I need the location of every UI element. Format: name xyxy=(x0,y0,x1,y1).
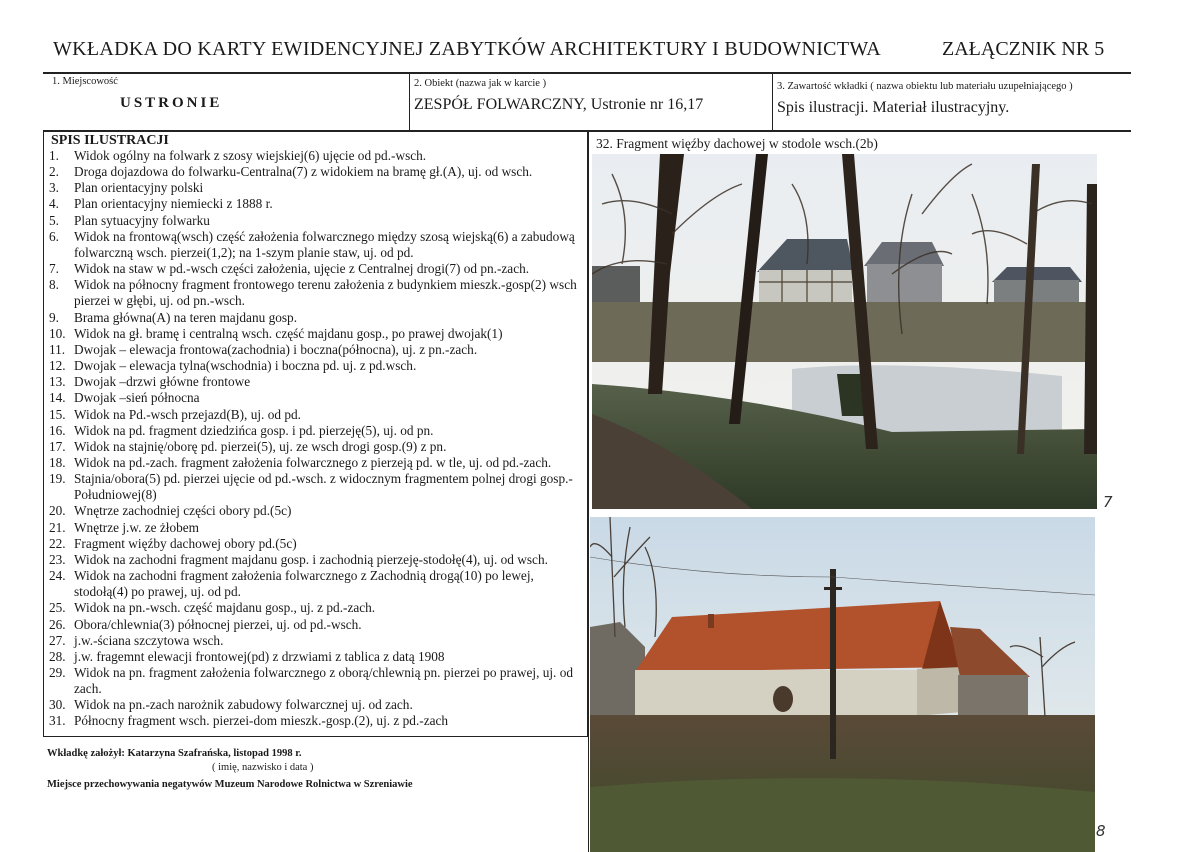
illustration-item xyxy=(49,358,589,374)
illustration-item xyxy=(49,374,589,390)
illustration-item-text: Droga dojazdowa do folwarku-Centralna(7) z widokiem na bramę gł.(A), uj. od wsch. xyxy=(74,164,533,180)
illustration-item xyxy=(49,213,589,229)
illustration-item-number: 11. xyxy=(49,341,66,357)
object-label: 2. Obiekt (nazwa jak w karcie ) xyxy=(414,78,547,89)
illustration-list-heading: SPIS ILUSTRACJI xyxy=(51,133,169,148)
object-value: ZESPÓŁ FOLWARCZNY, Ustronie nr 16,17 xyxy=(414,96,704,113)
photo-barn-red-roof xyxy=(590,517,1095,852)
illustration-item-number: 19. xyxy=(49,471,66,487)
illustration-item-text: Widok na pn.-wsch. część majdanu gosp., uj. z pd.-zach. xyxy=(74,600,376,616)
illustration-item-text: Widok na stajnię/oborę pd. pierzei(5), uj. ze wsch drogi gosp.(9) z pn. xyxy=(74,438,447,454)
illustration-item xyxy=(49,697,589,713)
illustration-item xyxy=(49,310,589,326)
illustration-item xyxy=(49,536,589,552)
illustration-item-number: 12. xyxy=(49,358,66,374)
illustration-item xyxy=(49,568,589,600)
illustration-item-number: 20. xyxy=(49,503,66,519)
illustration-item-text: Widok na gł. bramę i centralną wsch. część majdanu gosp., po prawej dwojak(1) xyxy=(74,325,503,341)
illustration-item-number: 18. xyxy=(49,454,66,470)
illustration-item-number: 13. xyxy=(49,374,66,390)
illustration-item-text: Plan orientacyjny polski xyxy=(74,180,204,196)
header-table-top-rule xyxy=(43,72,1131,74)
illustration-item xyxy=(49,471,589,503)
right-column-border xyxy=(588,131,589,852)
illustration-list xyxy=(49,148,589,730)
illustration-item-text: Dwojak – elewacja tylna(wschodnia) i boczna pd. uj. z pd.wsch. xyxy=(74,358,417,374)
photo-caption: 32. Fragment więźby dachowej w stodole wsch.(2b) xyxy=(596,136,878,151)
illustration-item-number: 26. xyxy=(49,616,66,632)
author-note: ( imię, nazwisko i data ) xyxy=(212,762,314,773)
illustration-item-text: Widok na pn.-zach narożnik zabudowy folwarcznej uj. od zach. xyxy=(74,697,413,713)
annex-number: ZAŁĄCZNIK NR 5 xyxy=(942,38,1105,60)
illustration-item xyxy=(49,407,589,423)
illustration-item-number: 6. xyxy=(49,228,59,244)
illustration-item-number: 15. xyxy=(49,406,66,422)
illustration-item-text: Widok na pd.-zach. fragment założenia folwarcznego z pierzeją pd. w tle, uj. od pd.-zach. xyxy=(74,454,552,470)
illustration-item-text: Widok ogólny na folwark z szosy wiejskiej(6) ujęcie od pd.-wsch. xyxy=(74,148,427,163)
illustration-item-text: Obora/chlewnia(3) północnej pierzei, uj. od pd.-wsch. xyxy=(74,616,362,632)
page-title: WKŁADKA DO KARTY EWIDENCYJNEJ ZABYTKÓW ARCHITEKTURY I BUDOWNICTWA xyxy=(53,38,882,60)
illustration-item-text: Widok na północny fragment frontowego terenu założenia z budynkiem mieszk.-gosp(2) wsch pierzei w głębi, uj. od pn.-wsch. xyxy=(74,277,577,309)
illustration-item xyxy=(49,439,589,455)
illustration-item xyxy=(49,326,589,342)
illustration-item-number: 9. xyxy=(49,309,59,325)
illustration-item-text: Dwojak –drzwi główne frontowe xyxy=(74,374,251,390)
illustration-item-text: Widok na zachodni fragment majdanu gosp. i zachodnią pierzeję-stodołę(4), uj. od wsch. xyxy=(74,551,548,567)
illustration-item xyxy=(49,423,589,439)
illustration-item xyxy=(49,342,589,358)
illustration-item xyxy=(49,455,589,471)
illustration-item-number: 21. xyxy=(49,519,66,535)
illustration-item-number: 8. xyxy=(49,277,59,293)
illustration-item xyxy=(49,665,589,697)
illustration-item xyxy=(49,261,589,277)
illustration-item-text: Dwojak –sień północna xyxy=(74,390,200,406)
illustration-item-text: j.w.-ściana szczytowa wsch. xyxy=(74,632,224,648)
illustration-item-number: 31. xyxy=(49,713,66,729)
illustration-item-number: 23. xyxy=(49,551,66,567)
illustration-item xyxy=(49,148,589,164)
illustration-item-number: 30. xyxy=(49,697,66,713)
illustration-item xyxy=(49,617,589,633)
illustration-item xyxy=(49,390,589,406)
illustration-item-number: 27. xyxy=(49,632,66,648)
illustration-item xyxy=(49,552,589,568)
handwritten-mark-7: 7 xyxy=(1103,493,1113,511)
illustration-item-number: 4. xyxy=(49,196,59,212)
illustration-item-text: Widok na zachodni fragment założenia folwarcznego z Zachodnią drogą(10) po lewej, stodołą(4) po prawej, uj. od pd. xyxy=(74,568,534,600)
illustration-item-text: Dwojak – elewacja frontowa(zachodnia) i boczna(północna), uj. z pn.-zach. xyxy=(74,341,478,357)
illustration-item xyxy=(49,649,589,665)
illustration-item xyxy=(49,520,589,536)
illustration-item xyxy=(49,180,589,196)
illustration-item-text: Brama główna(A) na teren majdanu gosp. xyxy=(74,309,298,325)
illustration-item-text: Widok na Pd.-wsch przejazd(B), uj. od pd. xyxy=(74,406,301,422)
contents-label: 3. Zawartość wkładki ( nazwa obiektu lub materiału uzupełniającego ) xyxy=(777,81,1073,92)
header-table-divider-1 xyxy=(409,73,410,131)
illustration-item xyxy=(49,277,589,309)
illustration-item-text: j.w. fragemnt elewacji frontowej(pd) z drzwiami z tablica z datą 1908 xyxy=(74,648,445,664)
illustration-item-number: 5. xyxy=(49,212,59,228)
illustration-item-text: Widok na staw w pd.-wsch części założenia, ujęcie z Centralnej drogi(7) od pn.-zach. xyxy=(74,261,530,277)
locality-label: 1. Miejscowość xyxy=(52,76,118,87)
illustration-item-number: 1. xyxy=(49,148,59,163)
illustration-item-text: Stajnia/obora(5) pd. pierzei ujęcie od pd.-wsch. z widocznym fragmentem polnej drogi gosp.-Południowej(8) xyxy=(74,471,573,503)
illustration-item-text: Widok na frontową(wsch) część założenia folwarcznego między szosą wiejską(6) a zabudową folwarczną wsch. pierzei(1,2); na 1-szym planie staw, uj. od pd. xyxy=(74,228,575,260)
illustration-item-text: Widok na pn. fragment założenia folwarcznego z oborą/chlewnią pn. pierzei po prawej, uj. od zach. xyxy=(74,665,574,697)
illustration-item xyxy=(49,164,589,180)
handwritten-mark-8: 8 xyxy=(1096,822,1106,840)
illustration-item-number: 24. xyxy=(49,568,66,584)
illustration-item-number: 16. xyxy=(49,422,66,438)
illustration-item xyxy=(49,229,589,261)
illustration-item xyxy=(49,633,589,649)
illustration-item-text: Fragment więźby dachowej obory pd.(5c) xyxy=(74,535,297,551)
illustration-item xyxy=(49,196,589,212)
illustration-item-number: 22. xyxy=(49,535,66,551)
photo-pond-with-trees xyxy=(592,154,1097,509)
illustration-item-number: 2. xyxy=(49,164,59,180)
illustration-item-text: Plan orientacyjny niemiecki z 1888 r. xyxy=(74,196,273,212)
header-table-divider-2 xyxy=(772,73,773,131)
illustration-item xyxy=(49,600,589,616)
locality-value: USTRONIE xyxy=(120,95,223,111)
illustration-item-number: 28. xyxy=(49,648,66,664)
illustration-item-number: 14. xyxy=(49,390,66,406)
illustration-item-text: Plan sytuacyjny folwarku xyxy=(74,212,210,228)
illustration-item-number: 25. xyxy=(49,600,66,616)
illustration-item-number: 10. xyxy=(49,325,66,341)
illustration-item-text: Widok na pd. fragment dziedzińca gosp. i pd. pierzeję(5), uj. od pn. xyxy=(74,422,434,438)
illustration-item-text: Wnętrze j.w. ze żłobem xyxy=(74,519,200,535)
illustration-item xyxy=(49,503,589,519)
illustration-item-number: 3. xyxy=(49,180,59,196)
contents-value: Spis ilustracji. Materiał ilustracyjny. xyxy=(777,99,1010,116)
illustration-item-number: 17. xyxy=(49,438,66,454)
author-line: Wkładkę założył: Katarzyna Szafrańska, listopad 1998 r. xyxy=(47,748,302,759)
illustration-item-text: Północny fragment wsch. pierzei-dom mieszk.-gosp.(2), uj. z pd.-zach xyxy=(74,713,449,729)
illustration-item xyxy=(49,713,589,729)
illustration-item-text: Wnętrze zachodniej części obory pd.(5c) xyxy=(74,503,292,519)
negatives-storage-line: Miejsce przechowywania negatywów Muzeum Narodowe Rolnictwa w Szreniawie xyxy=(47,779,413,790)
illustration-item-number: 7. xyxy=(49,261,59,277)
illustration-item-number: 29. xyxy=(49,665,66,680)
